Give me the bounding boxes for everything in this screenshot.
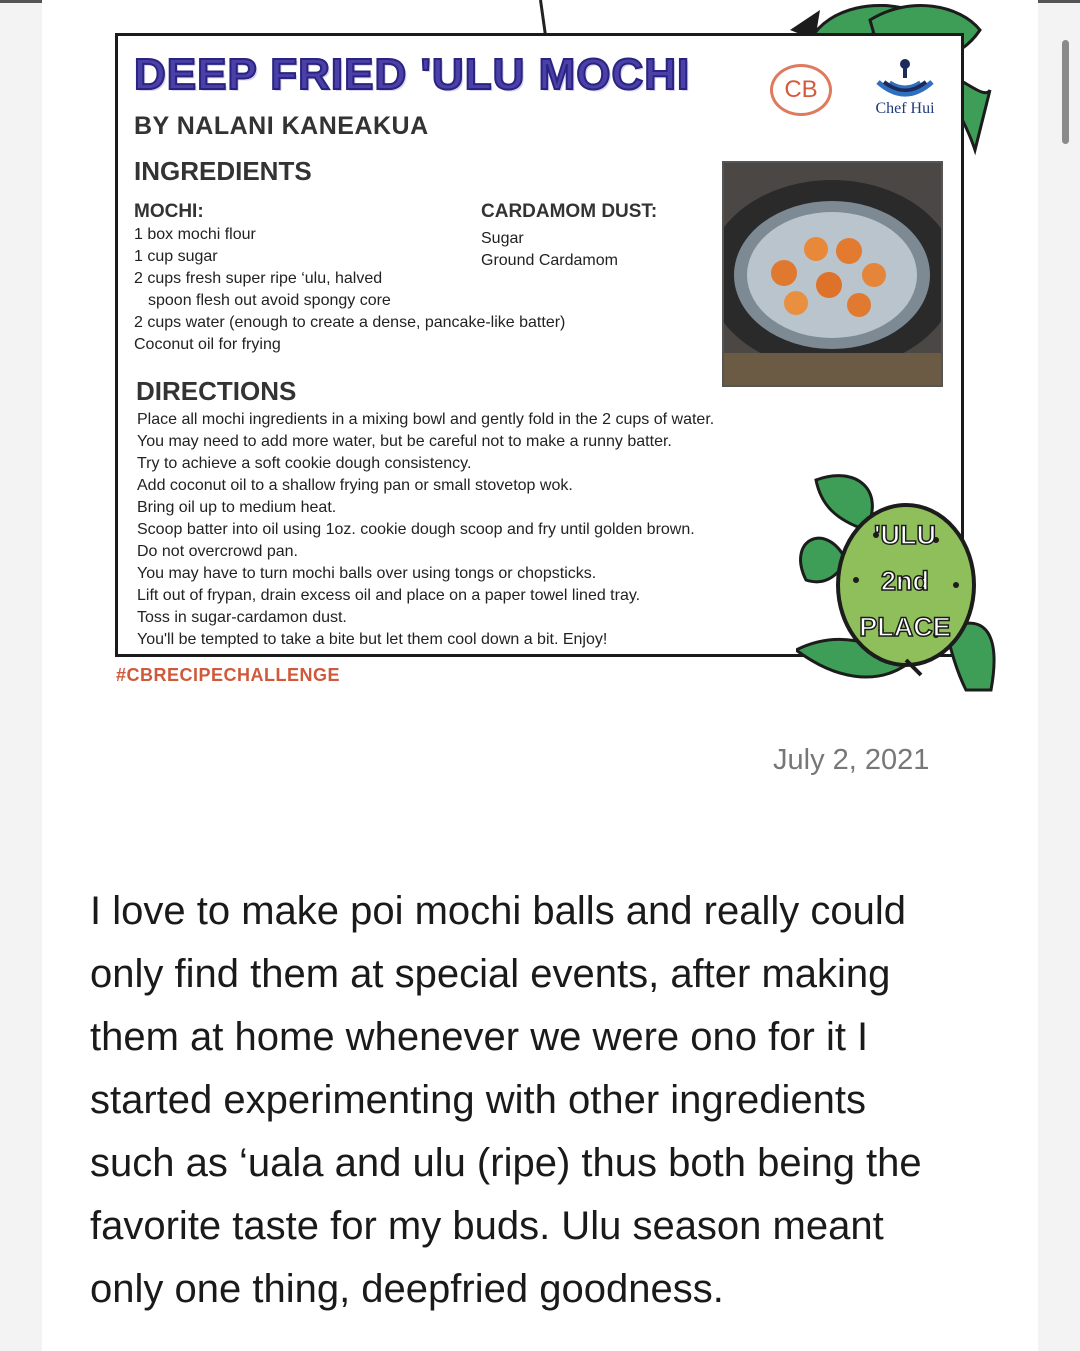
fried-mochi-photo [722,161,943,387]
ingredient-item: 2 cups fresh super ripe ‘ulu, halved [134,270,383,287]
post-body-line: I love to make poi mochi balls and really could [90,889,906,933]
ingredient-item: Sugar [481,230,524,247]
recipe-challenge-hashtag[interactable]: #CBRECIPECHALLENGE [116,665,341,685]
direction-step: Try to achieve a soft cookie dough consistency. [137,455,472,472]
recipe-author: BY NALANI KANEAKUA [134,112,429,140]
recipe-title: DEEP FRIED 'ULU MOCHI [134,50,691,99]
directions-heading: DIRECTIONS [136,376,297,406]
badge-label-rank: 2nd [880,566,929,596]
direction-step: You'll be tempted to take a bite but let them cool down a bit. Enjoy! [137,631,608,648]
direction-step: Place all mochi ingredients in a mixing bowl and gently fold in the 2 cups of water. [137,411,715,428]
ingredient-item: Coconut oil for frying [134,336,281,353]
badge-label-ulu: 'ULU [874,520,936,550]
ingredient-item: spoon flesh out avoid spongy core [148,292,391,309]
direction-step: Add coconut oil to a shallow frying pan or small stovetop wok. [137,477,573,494]
direction-step: Lift out of frypan, drain excess oil and place on a paper towel lined tray. [137,587,641,604]
post-body-line: only one thing, deepfried goodness. [90,1267,724,1311]
ingredient-item: 1 box mochi flour [134,226,256,243]
post-body-line: only find them at special events, after making [90,952,891,996]
scrollbar-thumb[interactable] [1062,40,1069,144]
post-body [90,880,1000,1321]
badge-label-place: PLACE [859,612,951,642]
mochi-heading: MOCHI: [134,201,204,222]
direction-step: You may have to turn mochi balls over using tongs or chopsticks. [137,565,597,582]
post-date: July 2, 2021 [773,744,930,776]
direction-step: Scoop batter into oil using 1oz. cookie dough scoop and fry until golden brown. [137,521,695,538]
chef-hui-label: Chef Hui [875,100,935,117]
post-body-line: such as ‘uala and ulu (ripe) thus both being the [90,1141,922,1185]
direction-step: Toss in sugar-cardamon dust. [137,609,347,626]
cb-logo: CB [770,64,832,116]
cardamom-dust-heading: CARDAMOM DUST: [481,201,658,222]
ingredient-item: 1 cup sugar [134,248,218,265]
post-body-line: started experimenting with other ingredients [90,1078,866,1122]
ingredient-item: Ground Cardamom [481,252,618,269]
ingredient-item: 2 cups water (enough to create a dense, pancake-like batter) [134,314,566,331]
post-body-line: them at home whenever we were ono for it I [90,1015,869,1059]
post-body-line: favorite taste for my buds. Ulu season meant [90,1204,884,1248]
direction-step: You may need to add more water, but be careful not to make a runny batter. [137,433,672,450]
direction-step: Bring oil up to medium heat. [137,499,337,516]
direction-step: Do not overcrowd pan. [137,543,298,560]
ingredients-heading: INGREDIENTS [134,156,312,186]
